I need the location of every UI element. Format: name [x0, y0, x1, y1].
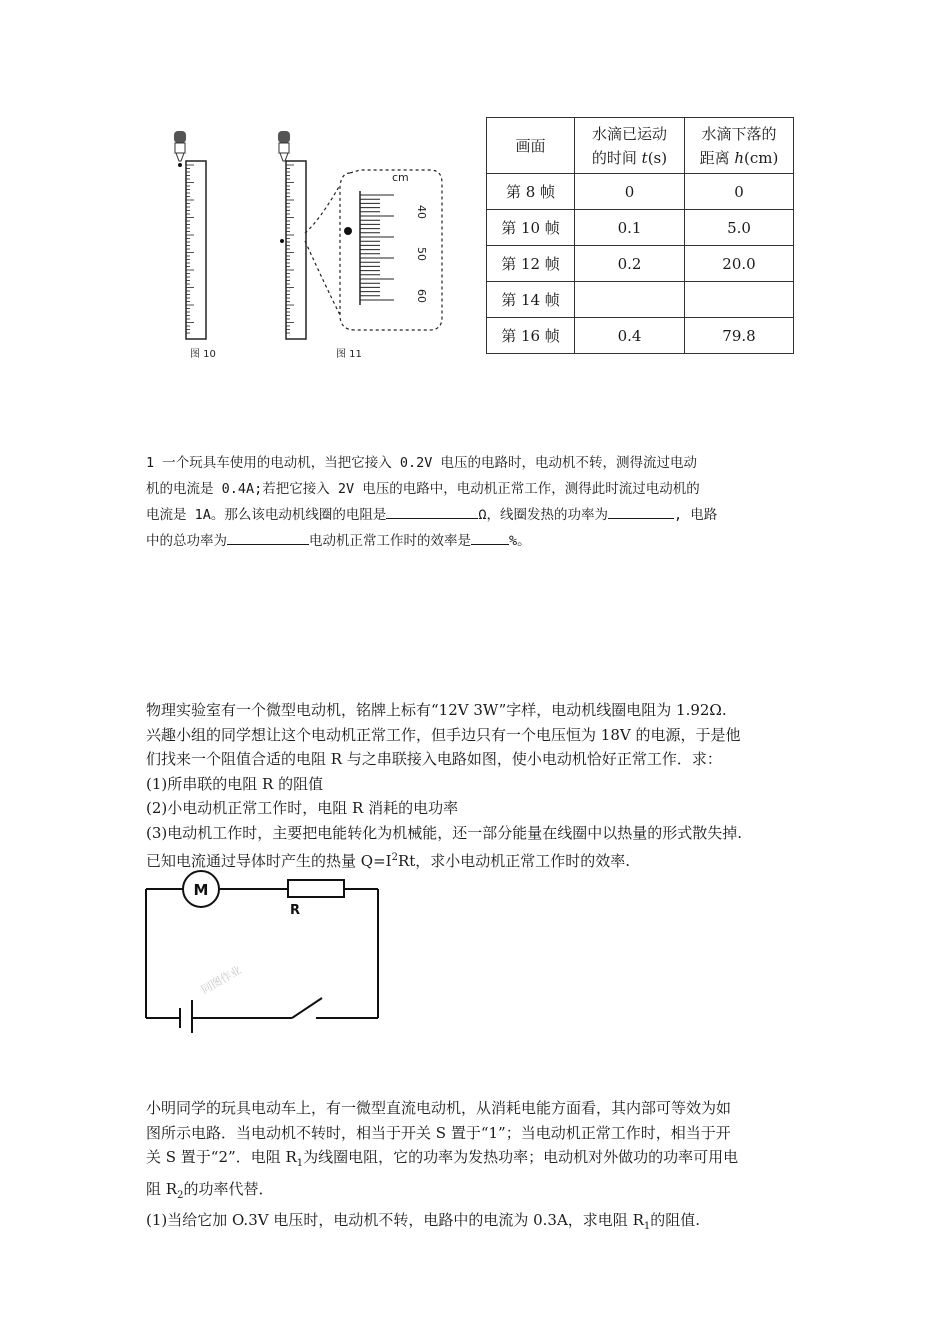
- question-1: [146, 450, 816, 554]
- table-cell: 20.0: [685, 246, 794, 282]
- question-2: [146, 698, 816, 873]
- question-line: 关 S 置于“2”．电阻 $R_1$为线圈电阻，它的功率为发热功率；电动机对外做功的功率可用电: [146, 1148, 739, 1170]
- question-line: (1)所串联的电阻 R 的阻值: [146, 774, 324, 793]
- zoom-tick-label: 50: [415, 247, 428, 261]
- motor-symbol: [183, 871, 219, 907]
- answer-blank[interactable]: [471, 530, 509, 545]
- answer-blank[interactable]: [608, 504, 674, 519]
- zoom-ruler: [360, 191, 394, 305]
- table-cell: [575, 282, 685, 318]
- question-line: 们找来一个阻值合适的电阻 R 与之串联接入电路如图，使小电动机恰好正常工作．求：: [146, 750, 722, 769]
- question-line: 兴趣小组的同学想让这个电动机正常工作，但手边只有一个电压恒为 18V 的电源，于是他: [146, 725, 741, 744]
- table-header: 水滴下落的 距离 h(cm): [685, 118, 794, 174]
- question-line: 图所示电路．当电动机不转时，相当于开关 S 置于“1”；当电动机正常工作时，相当于开: [146, 1123, 731, 1142]
- table-row: [487, 282, 794, 318]
- question-line: (3)电动机工作时，主要把电能转化为机械能，还一部分能量在线圈中以热量的形式散失掉.: [146, 823, 743, 842]
- question-line: (2)小电动机正常工作时，电阻 R 消耗的电功率: [146, 799, 459, 818]
- motor-label: M: [193, 881, 209, 899]
- figure-caption: 图 10: [190, 349, 216, 360]
- question-line: 中的总功率为 电动机正常工作时的效率是 %。: [146, 528, 816, 554]
- table-row: [487, 210, 794, 246]
- zoom-unit-label: cm: [392, 171, 409, 184]
- table-cell: 0: [575, 174, 685, 210]
- table-cell: 0.2: [575, 246, 685, 282]
- ruler-figures: [160, 125, 450, 365]
- table-cell: [685, 282, 794, 318]
- table-cell: 0: [685, 174, 794, 210]
- ruler-fig11: [286, 161, 306, 339]
- figure-caption: 图 11: [336, 349, 362, 360]
- table-cell: 第 16 帧: [487, 318, 575, 354]
- zoom-tick-label: 60: [415, 289, 428, 303]
- resistor-symbol: [288, 880, 344, 897]
- table-row: [487, 246, 794, 282]
- question-line: 已知电流通过导体时产生的热量 $Q=I^2Rt$，求小电动机正常工作时的效率.: [146, 851, 631, 870]
- ruler-fig10: [186, 161, 206, 339]
- table-cell: 0.4: [575, 318, 685, 354]
- table-header: 画面: [487, 118, 575, 174]
- resistor-label: R: [290, 903, 301, 918]
- question-line: 阻 $R_2$的功率代替．: [146, 1179, 274, 1201]
- circuit-diagram: [140, 868, 390, 1033]
- question-line: 1 一个玩具车使用的电动机，当把它接入 0.2V 电压的电路时，电动机不转，测得流过电动: [146, 455, 698, 471]
- question-line: 机的电流是 0.4A;若把它接入 2V 电压的电路中，电动机正常工作，测得此时流过电动机的: [146, 481, 700, 497]
- table-cell: 第 12 帧: [487, 246, 575, 282]
- table-cell: 第 8 帧: [487, 174, 575, 210]
- table-cell: 5.0: [685, 210, 794, 246]
- switch-symbol: [292, 998, 322, 1018]
- table-row: [487, 318, 794, 354]
- table-cell: 0.1: [575, 210, 685, 246]
- table-row: [487, 174, 794, 210]
- table-cell: 第 14 帧: [487, 282, 575, 318]
- question-line: 物理实验室有一个微型电动机，铭牌上标有“12V 3W”字样，电动机线圈电阻为 1.92Ω.: [146, 701, 727, 719]
- question-line: 电流是 1A。那么该电动机线圈的电阻是 Ω，线圈发热的功率为 , 电路: [146, 502, 816, 528]
- table-header-row: [487, 118, 794, 174]
- dropper-icon: [278, 131, 290, 161]
- water-drop: [280, 239, 284, 243]
- table-cell: 第 10 帧: [487, 210, 575, 246]
- question-line: 小明同学的玩具电动车上，有一微型直流电动机，从消耗电能方面看，其内部可等效为如: [146, 1099, 732, 1117]
- table-cell: 79.8: [685, 318, 794, 354]
- drop-data-table: [486, 117, 794, 354]
- answer-blank[interactable]: [227, 530, 309, 545]
- answer-blank[interactable]: [386, 504, 478, 519]
- watermark: 同图作业: [199, 963, 244, 997]
- dropper-icon: [174, 131, 186, 167]
- question-3: [146, 1096, 816, 1240]
- battery-symbol: [180, 1000, 192, 1033]
- zoom-tick-label: 40: [415, 205, 428, 219]
- table-header: 水滴已运动 的时间 t(s): [575, 118, 685, 174]
- water-drop-zoom: [344, 227, 352, 235]
- question-line: (1)当给它加 O.3V 电压时，电动机不转，电路中的电流为 0.3A，求电阻 $R_1$的阻值.: [146, 1211, 701, 1233]
